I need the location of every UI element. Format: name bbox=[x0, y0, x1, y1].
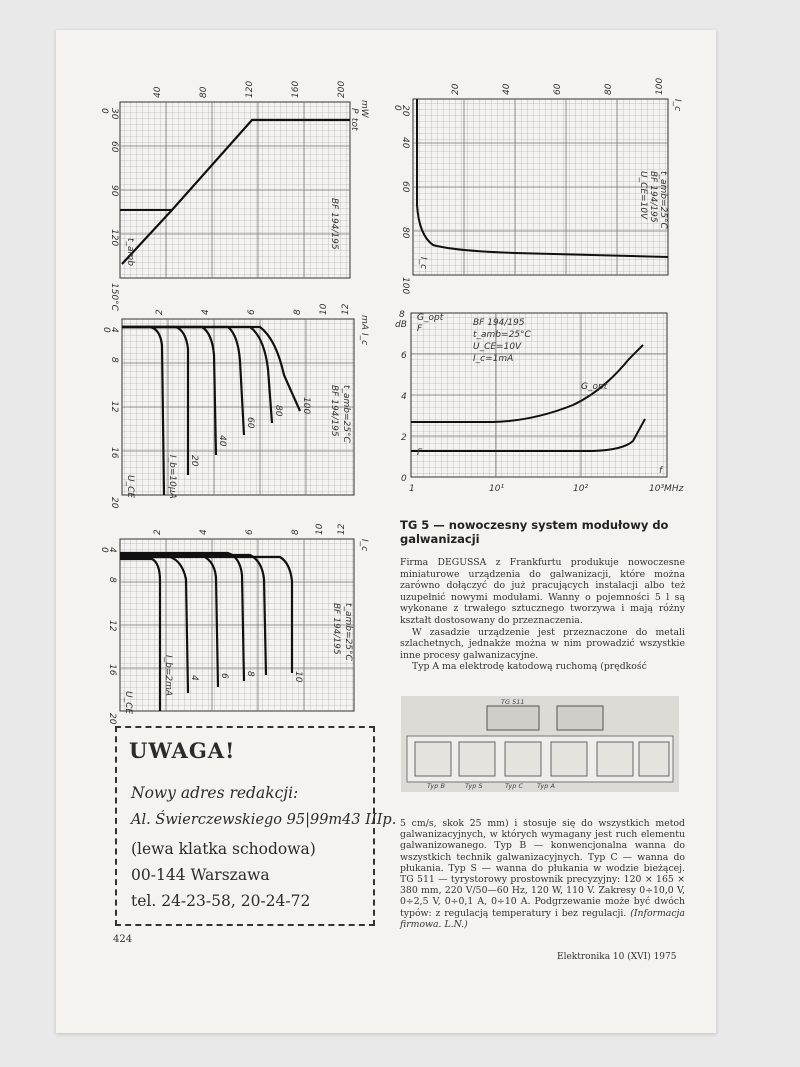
c3-left-tick: 16 bbox=[109, 447, 119, 459]
c1-left-tick: 90 bbox=[109, 185, 119, 197]
c5-sym: I_c bbox=[359, 539, 369, 552]
c3-curve-label: 60 bbox=[245, 417, 255, 429]
chart-noise-figure bbox=[393, 305, 685, 495]
c1-top-tick: 80 bbox=[199, 86, 209, 98]
c2-top-tick: 80 bbox=[604, 83, 614, 95]
article-source: (Informacja firmowa. L.N.) bbox=[400, 907, 685, 930]
c4-legend-line: BF 194/195 bbox=[473, 318, 525, 328]
article-paragraph: W zasadzie urządzenie jest przeznaczone do metali szlachetnych, jednakże można w nim prowadzić wszystkie inne procesy galwanizacyjne. bbox=[400, 626, 685, 661]
c2-left-tick: 20 bbox=[400, 105, 410, 117]
c4-y-tick: 8 bbox=[399, 310, 405, 320]
c5-ib-label: I_b=2mA bbox=[163, 655, 173, 697]
c3-left-tick: 12 bbox=[109, 401, 119, 413]
c1-t-label: t_amb bbox=[125, 238, 135, 267]
c3-sym: I_c bbox=[359, 333, 369, 346]
c1-left-tick: 0 bbox=[99, 108, 109, 114]
c2-top-tick: 20 bbox=[451, 83, 461, 95]
c3-top-tick: 4 bbox=[201, 309, 211, 315]
photo-label: Typ A bbox=[537, 782, 555, 790]
c1-top-tick: 40 bbox=[153, 86, 163, 98]
c4-x-tick: 10² bbox=[573, 484, 589, 494]
c3-top-tick: 6 bbox=[247, 309, 257, 315]
article-continuation-text: 5 cm/s, skok 25 mm) i stosuje się do wszystkich metod galwanizacyjnych, w których wymagany jest ruch elementu galwanizowanego. Typ B — konwencjonalna wanna do wszystkich technik galwanizacyjnych. Typ C — wanna do płukania. Typ S — wanna do płukania w wodzie bieżącej. TG 511 — tyrystorowy prostownik precyzyjny: 120 × 165 × 380 mm, 220 V/50—60 Hz, 120 W, 110 V. Zakresy 0÷10,0 V, 0÷2,5 V, 0÷0,1 A, 0÷10 A. Podgrzewanie może być dwóch typów: z regulacją temperatury i bez regulacji. bbox=[400, 818, 685, 919]
c5-top-tick: 6 bbox=[245, 529, 255, 535]
c2-left-tick: 100 bbox=[400, 277, 410, 295]
photo-label: Typ B bbox=[427, 782, 445, 790]
c3-top-tick: 10 bbox=[319, 303, 329, 315]
c5-corner: U_CE bbox=[123, 691, 133, 715]
c2-cond2: t_amb=25°C bbox=[658, 171, 668, 229]
c4-x-tick: 10³MHz bbox=[649, 484, 684, 494]
c3-curve-label: 100 bbox=[301, 397, 311, 415]
chart-output-family-2 bbox=[99, 523, 370, 725]
c5-top-tick: 12 bbox=[337, 523, 347, 535]
product-photo bbox=[401, 696, 679, 792]
c4-y-unit1: dB bbox=[395, 320, 407, 330]
c4-curve-label: G_opt bbox=[581, 382, 608, 392]
c4-y-unit2: F bbox=[417, 324, 423, 334]
c2-model: BF 194/195 bbox=[648, 171, 658, 223]
c2-left-tick: 80 bbox=[400, 227, 410, 239]
c1-top-tick: 200 bbox=[337, 80, 347, 98]
c2-top-tick: 40 bbox=[502, 83, 512, 95]
c1-model: BF 194/195 bbox=[329, 198, 339, 250]
c3-curve-label: 20 bbox=[189, 455, 199, 467]
c5-top-tick: 2 bbox=[153, 529, 163, 535]
c4-y-tick: 2 bbox=[401, 433, 407, 443]
c3-left-tick: 20 bbox=[109, 497, 119, 509]
address-notice bbox=[115, 726, 397, 926]
c4-legend-line: t_amb=25°C bbox=[473, 330, 531, 340]
c1-left-tick: 30 bbox=[109, 108, 119, 120]
article-paragraph: Firma DEGUSSA z Frankfurtu produkuje nowoczesne miniaturowe urządzenia do galwanizacji, które można zarówno dołączyć do już pracujących instalacji albo też uzupełnić nowymi modułami. Wanny o pojemności 5 l są wykonane z trwałego sztucznego tworzywa i mają różny kształt dostosowany do przeznaczenia. bbox=[400, 557, 685, 626]
photo-label: Typ S bbox=[465, 782, 483, 790]
c5-left-tick: 16 bbox=[107, 664, 117, 676]
c1-top-tick: 120 bbox=[245, 80, 255, 98]
c4-x-tick: 1 bbox=[409, 484, 415, 494]
c2-top-tick: 60 bbox=[553, 83, 563, 95]
c2-cond1: U_CE=10V bbox=[638, 171, 648, 220]
c2-left-tick: 60 bbox=[400, 181, 410, 193]
c3-corner: U_CE bbox=[125, 475, 135, 499]
journal-footer: Elektronika 10 (XVI) 1975 bbox=[557, 952, 677, 962]
c5-top-tick: 8 bbox=[291, 529, 301, 535]
article-paragraph: Typ A ma elektrodę katodową ruchomą (prędkość bbox=[412, 661, 647, 673]
c5-cond: t_amb=25°C bbox=[343, 603, 353, 661]
c5-left-tick: 20 bbox=[107, 713, 117, 725]
c3-unit: mA bbox=[359, 315, 369, 330]
c5-top-tick: 10 bbox=[315, 523, 325, 535]
c4-y-tick: 6 bbox=[401, 351, 407, 361]
c5-curve-label: 10 bbox=[293, 671, 303, 683]
chart-ic-uce bbox=[392, 77, 685, 295]
page-number: 424 bbox=[113, 934, 133, 945]
c3-top-tick: 12 bbox=[341, 303, 351, 315]
c4-legend-line: I_c=1mA bbox=[473, 354, 514, 364]
notice-line: tel. 24-23-58, 20-24-72 bbox=[131, 892, 311, 910]
c5-curve-label: 4 bbox=[189, 675, 199, 681]
c1-top-tick: 160 bbox=[291, 80, 301, 98]
c4-y-tick: 0 bbox=[401, 474, 407, 484]
article-body bbox=[400, 557, 685, 673]
c4-x-tick: 10¹ bbox=[489, 484, 505, 494]
c3-top-tick: 2 bbox=[155, 309, 165, 315]
c2-sym: I_c bbox=[672, 99, 682, 112]
notice-line: 00-144 Warszawa bbox=[131, 866, 270, 884]
photo-label: TG 511 bbox=[501, 698, 525, 706]
c1-sym: P_tot bbox=[349, 108, 359, 131]
c3-model: BF 194/195 bbox=[329, 385, 339, 437]
c5-left-tick: 4 bbox=[107, 547, 117, 553]
c3-ib-label: I_b=10μA bbox=[167, 455, 177, 499]
c5-curve-label: 8 bbox=[245, 671, 255, 677]
c2-left-tick: 40 bbox=[400, 137, 410, 149]
c1-left-tick: 120 bbox=[109, 229, 119, 247]
c4-x-unit: f bbox=[659, 466, 663, 476]
c3-curve-label: 40 bbox=[217, 435, 227, 447]
c2-corner: I_c bbox=[418, 257, 428, 270]
c1-left-tick: 60 bbox=[109, 141, 119, 153]
c5-curve-label: 6 bbox=[219, 673, 229, 679]
c2-top-tick: 100 bbox=[655, 77, 665, 95]
c5-left-tick: 12 bbox=[107, 620, 117, 632]
c4-y-sym: G_opt bbox=[417, 313, 444, 323]
c5-left-tick: 8 bbox=[107, 577, 117, 583]
c4-legend-line: U_CE=10V bbox=[473, 342, 522, 352]
notice-line: Al. Świerczewskiego 95|99m43 IIIp. bbox=[131, 812, 397, 828]
notice-line: (lewa klatka schodowa) bbox=[131, 840, 316, 858]
c3-left-tick: 0 bbox=[101, 327, 111, 333]
c3-left-tick: 8 bbox=[109, 357, 119, 363]
c5-left-tick: 0 bbox=[99, 547, 109, 553]
notice-line: Nowy adres redakcji: bbox=[131, 784, 299, 802]
article-continuation bbox=[400, 818, 685, 930]
c1-top-unit: mW bbox=[359, 100, 369, 118]
article-title: TG 5 — nowoczesny system modułowy do galwanizacji bbox=[400, 518, 669, 546]
c5-model: BF 194/195 bbox=[331, 603, 341, 655]
c3-left-tick: 4 bbox=[109, 327, 119, 333]
c3-top-tick: 8 bbox=[293, 309, 303, 315]
notice-heading: UWAGA! bbox=[129, 738, 236, 763]
c4-y-tick: 4 bbox=[401, 392, 407, 402]
chart-output-family-ib bbox=[100, 303, 369, 509]
c4-corner: F bbox=[417, 448, 423, 458]
photo-label: Typ C bbox=[505, 782, 523, 790]
c3-curve-label: 80 bbox=[273, 405, 283, 417]
c5-top-tick: 4 bbox=[199, 529, 209, 535]
c3-cond: t_amb=25°C bbox=[341, 385, 351, 443]
c2-left-tick: 0 bbox=[392, 105, 402, 111]
c1-left-tick: 150°C bbox=[109, 283, 119, 311]
